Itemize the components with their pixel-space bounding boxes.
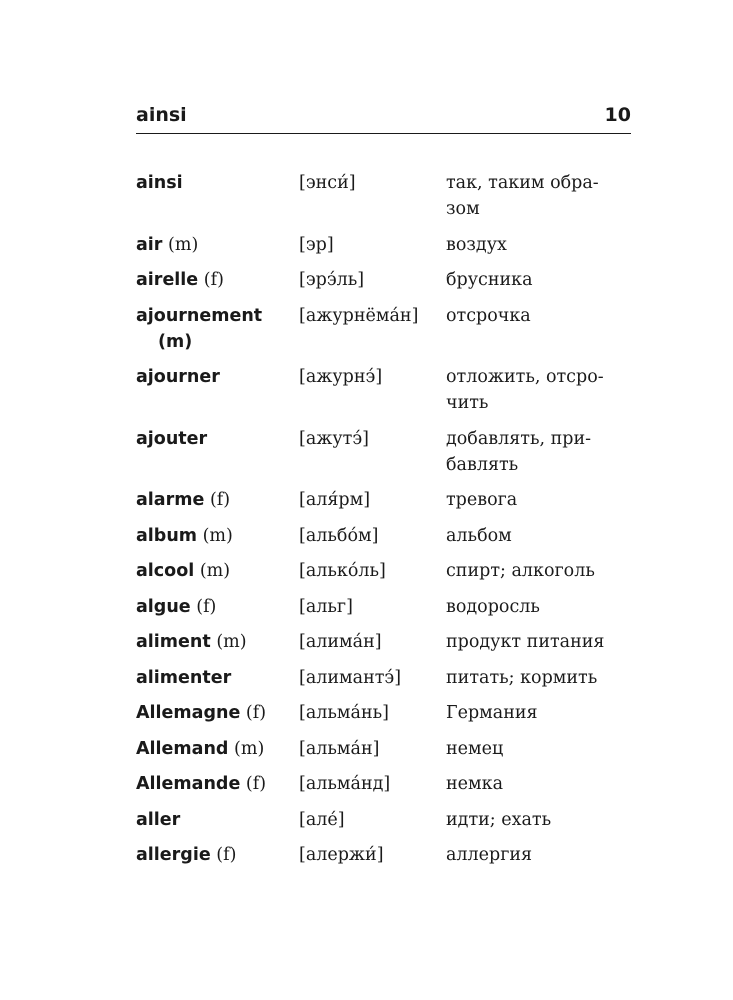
- dictionary-entry: [136, 665, 636, 691]
- entry-headword: aliment: [136, 632, 211, 652]
- entry-headword-cell: [136, 232, 299, 258]
- entry-pronunciation: [алимантэ́]: [299, 667, 402, 688]
- entry-headword: Allemande: [136, 774, 241, 794]
- translation-line: зом: [446, 199, 480, 219]
- entry-translation: [446, 303, 636, 355]
- dictionary-entry: [136, 594, 636, 620]
- dictionary-entry: [136, 736, 636, 762]
- entry-headword: airelle: [136, 270, 199, 290]
- translation-line: немец: [446, 738, 504, 759]
- dictionary-entry: [136, 303, 636, 355]
- entry-headword-cell: [136, 364, 299, 416]
- entry-gender: (m): [168, 234, 199, 255]
- dictionary-entry: [136, 700, 636, 726]
- running-head-word: ainsi: [136, 104, 187, 126]
- dictionary-entry: [136, 771, 636, 797]
- entry-translation: [446, 700, 636, 726]
- entry-headword: alcool: [136, 561, 195, 581]
- entry-translation: [446, 665, 636, 691]
- translation-line: альбом: [446, 525, 512, 546]
- entry-headword: aller: [136, 809, 181, 830]
- entry-headword: ainsi: [136, 173, 183, 193]
- page-number: 10: [604, 104, 631, 126]
- entry-pronunciation: [альг]: [299, 596, 353, 617]
- dictionary-entry: [136, 842, 636, 868]
- entry-gender: (m): [216, 632, 247, 652]
- entry-headword-cell: [136, 426, 299, 478]
- translation-line: аллергия: [446, 845, 533, 865]
- dictionary-entry: [136, 426, 636, 478]
- translation-line: брусника: [446, 270, 533, 290]
- entry-headword-cell: [136, 170, 299, 222]
- entry-gender: (m): [199, 561, 231, 581]
- entry-headword-cell: [136, 487, 299, 513]
- entry-gender: (m): [234, 738, 265, 759]
- entry-gender: (f): [245, 703, 267, 723]
- entry-pronunciation: [ажурнёма́н]: [299, 305, 419, 326]
- translation-line: тревога: [446, 490, 518, 510]
- entry-translation: [446, 170, 636, 222]
- dictionary-entry: [136, 267, 636, 293]
- translation-line: отсрочка: [446, 305, 531, 326]
- entry-pronunciation: [альбо́м]: [299, 525, 379, 546]
- entry-translation: [446, 594, 636, 620]
- entry-headword: allergie: [136, 845, 211, 865]
- dictionary-entry: [136, 170, 636, 222]
- entry-headword-cell: [136, 842, 299, 868]
- entry-translation: [446, 842, 636, 868]
- entry-gender: (m): [158, 331, 193, 352]
- entry-pronunciation: [эр]: [299, 234, 334, 255]
- entry-headword: Allemagne: [136, 703, 241, 723]
- entry-headword: ajourner: [136, 367, 220, 387]
- dictionary-entry: [136, 629, 636, 655]
- entry-pronunciation: [ажутэ́]: [299, 428, 369, 449]
- translation-line: так, таким обра-: [446, 173, 599, 193]
- dictionary-entry: [136, 523, 636, 549]
- dictionary-entry: [136, 232, 636, 258]
- entry-headword: air: [136, 234, 163, 255]
- entry-translation: [446, 232, 636, 258]
- translation-line: немка: [446, 774, 504, 794]
- translation-line: отложить, отсро-: [446, 367, 604, 387]
- entry-gender: (f): [209, 490, 231, 510]
- entry-headword: ajouter: [136, 428, 208, 449]
- entry-pronunciation: [але́]: [299, 809, 345, 830]
- translation-line: бавлять: [446, 454, 519, 475]
- entry-headword-cell: [136, 700, 299, 726]
- dictionary-entries: [136, 170, 636, 878]
- entry-headword-cell: [136, 771, 299, 797]
- entry-pronunciation: [энси́]: [299, 173, 356, 193]
- entry-headword-cell: [136, 736, 299, 762]
- entry-translation: [446, 426, 636, 478]
- entry-translation: [446, 267, 636, 293]
- entry-headword: ajournement: [136, 305, 263, 326]
- entry-gender: (f): [216, 845, 237, 865]
- entry-translation: [446, 364, 636, 416]
- dictionary-entry: [136, 807, 636, 833]
- entry-pronunciation: [альма́нь]: [299, 703, 389, 723]
- entry-pronunciation: [алержи́]: [299, 845, 384, 865]
- entry-headword: album: [136, 525, 198, 546]
- entry-headword: Allemand: [136, 738, 229, 759]
- dictionary-entry: [136, 487, 636, 513]
- entry-translation: [446, 736, 636, 762]
- translation-line: добавлять, при-: [446, 428, 592, 449]
- entry-headword-cell: [136, 558, 299, 584]
- entry-headword-cell: [136, 807, 299, 833]
- entry-pronunciation: [эрэ́ль]: [299, 270, 365, 290]
- translation-line: спирт; алкоголь: [446, 561, 595, 581]
- entry-headword-cell: [136, 303, 299, 355]
- translation-line: воздух: [446, 234, 507, 255]
- entry-pronunciation: [алима́н]: [299, 632, 382, 652]
- header-rule: [136, 133, 631, 134]
- entry-pronunciation: [аля́рм]: [299, 490, 371, 510]
- dictionary-entry: [136, 558, 636, 584]
- dictionary-entry: [136, 364, 636, 416]
- entry-pronunciation: [ажурнэ́]: [299, 367, 383, 387]
- entry-headword: algue: [136, 596, 191, 617]
- translation-line: питать; кормить: [446, 667, 598, 688]
- entry-pronunciation: [алько́ль]: [299, 561, 386, 581]
- translation-line: водоросль: [446, 596, 540, 617]
- entry-translation: [446, 523, 636, 549]
- entry-headword-cell: [136, 594, 299, 620]
- entry-translation: [446, 629, 636, 655]
- translation-line: продукт питания: [446, 632, 605, 652]
- entry-gender: (f): [196, 596, 217, 617]
- translation-line: идти; ехать: [446, 809, 552, 830]
- entry-translation: [446, 487, 636, 513]
- entry-headword-cell: [136, 523, 299, 549]
- entry-gender: (m): [202, 525, 233, 546]
- entry-headword: alimenter: [136, 667, 232, 688]
- entry-headword: alarme: [136, 490, 205, 510]
- entry-headword-cell: [136, 665, 299, 691]
- entry-gender: (f): [203, 270, 224, 290]
- entry-translation: [446, 771, 636, 797]
- running-head: [136, 104, 631, 132]
- translation-line: Германия: [446, 703, 538, 723]
- entry-headword-cell: [136, 267, 299, 293]
- entry-headword-cell: [136, 629, 299, 655]
- translation-line: чить: [446, 393, 489, 413]
- entry-translation: [446, 558, 636, 584]
- entry-translation: [446, 807, 636, 833]
- entry-pronunciation: [альма́нд]: [299, 774, 391, 794]
- entry-pronunciation: [альма́н]: [299, 738, 380, 759]
- entry-gender: (f): [245, 774, 267, 794]
